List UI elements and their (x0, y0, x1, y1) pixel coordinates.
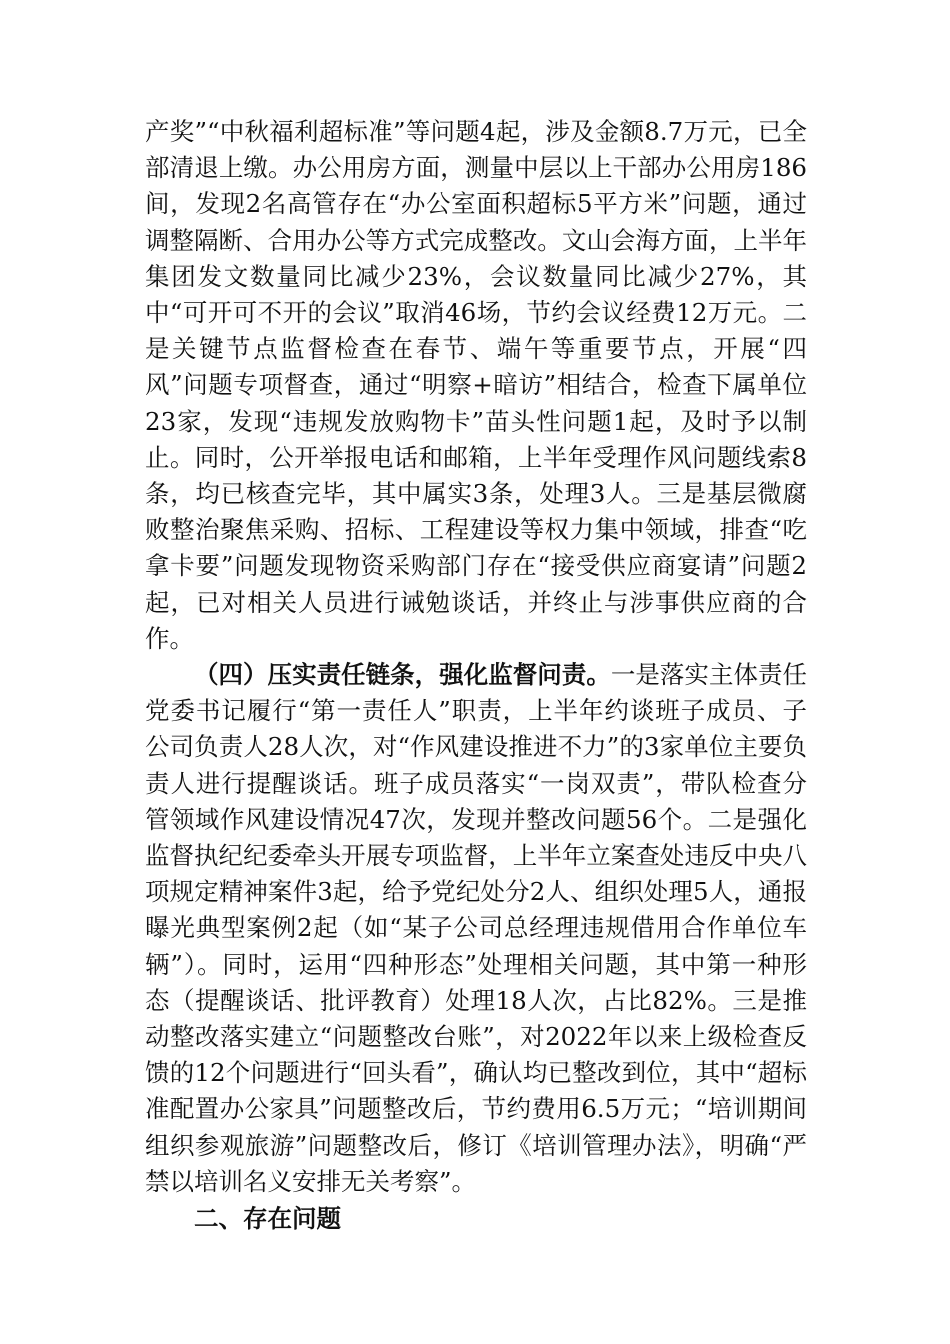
body-paragraph-2 (145, 657, 807, 1200)
body-paragraph-1 (145, 114, 807, 657)
paragraph-2-lead-heading: （四）压实责任链条，强化监督问责。 (194, 660, 611, 690)
section-heading: 二、存在问题 (194, 1204, 341, 1234)
paragraph-1-text: 产奖”“中秋福利超标准”等问题4起，涉及金额8.7万元，已全部清退上缴。办公用房方面，测量中层以上干部办公用房186间，发现2名高管存在“办公室面积超标5平方米”问题，通过调整隔断、合用办公等方式完成整改。文山会海方面，上半年集团发文数量同比减少23%，会议数量同比减少27%，其中“可开可不开的会议”取消46场，节约会议经费12万元。二是关键节点监督检查在春节、端午等重要节点，开展“四风”问题专项督查，通过“明察+暗访”相结合，检查下属单位23家，发现“违规发放购物卡”苗头性问题1起，及时予以制止。同时，公开举报电话和邮箱，上半年受理作风问题线索8条，均已核查完毕，其中属实3条，处理3人。三是基层微腐败整治聚焦采购、招标、工程建设等权力集中领域，排查“吃拿卡要”问题发现物资采购部门存在“接受供应商宴请”问题2起，已对相关人员进行诫勉谈话，并终止与涉事供应商的合作。 (145, 117, 807, 653)
paragraph-2-text: 一是落实主体责任党委书记履行“第一责任人”职责，上半年约谈班子成员、子公司负责人28人次，对“作风建设推进不力”的3家单位主要负责人进行提醒谈话。班子成员落实“一岗双责”，带队检查分管领域作风建设情况47次，发现并整改问题56个。二是强化监督执纪纪委牵头开展专项监督，上半年立案查处违反中央八项规定精神案件3起，给予党纪处分2人、组织处理5人，通报曝光典型案例2起（如“某子公司总经理违规借用合作单位车辆”）。同时，运用“四种形态”处理相关问题，其中第一种形态（提醒谈话、批评教育）处理18人次，占比82%。三是推动整改落实建立“问题整改台账”，对2022年以来上级检查反馈的12个问题进行“回头看”，确认均已整改到位，其中“超标准配置办公家具”问题整改后，节约费用6.5万元；“培训期间组织参观旅游”问题整改后，修订《培训管理办法》，明确“严禁以培训名义安排无关考察”。 (145, 660, 808, 1196)
document-page (145, 114, 807, 1238)
